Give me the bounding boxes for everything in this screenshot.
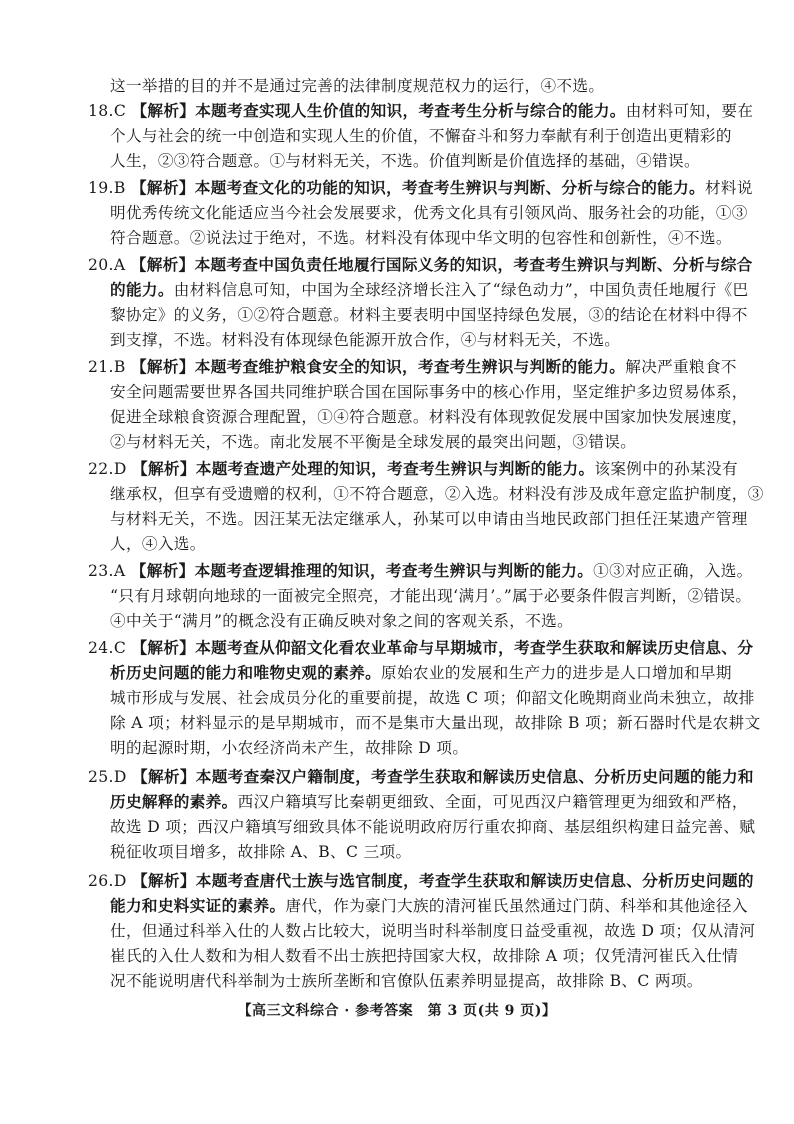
analysis-tag: 【解析】 (132, 767, 196, 786)
item-text: 材料说 (704, 179, 753, 197)
item-22-line: 与材料无关，不选。因汪某无法定继承人，孙某可以申请由当地民政部门担任汪某遗产管理 (110, 510, 748, 528)
item-text: 由材料可知，要在 (625, 102, 754, 120)
item-number: 19.B (88, 179, 126, 197)
item-22-line: 人，④入选。 (110, 535, 206, 553)
item-24-line: 城市形成与发展、社会成员分化的重要前提，故选 C 项；仰韶文化晚期商业尚未独立，故排 (110, 689, 755, 707)
item-heading: 本题考查实现人生价值的知识，考查考生分析与综合的能力。 (195, 101, 626, 120)
item-heading: 本题考查逻辑推理的知识，考查考生辨识与判断的能力。 (194, 561, 594, 580)
item-heading: 本题考查从仰韶文化看农业革命与早期城市，考查学生获取和解读历史信息、分 (195, 638, 754, 657)
item-18-first-line (88, 101, 753, 121)
item-heading: 历史解释的素养。 (110, 792, 238, 811)
item-26-line: 崔氏的入仕人数和为相人数看不出士族把持国家大权，故排除 A 项；仅凭清河崔氏入仕情 (110, 947, 739, 965)
item-heading: 本题考查秦汉户籍制度，考查学生获取和解读历史信息、分析历史问题的能力和 (195, 767, 754, 786)
item-23-line: “只有月球朝向地球的一面被完全照亮，才能出现‘满月’。”属于必要条件假言判断，②错误。 (110, 587, 752, 605)
item-text: 原始农业的发展和生产力的进步是人口增加和早期 (381, 664, 732, 682)
item-23-first-line (88, 561, 753, 581)
item-text: 唐代，作为豪门大族的清河崔氏虽然通过门荫、科举和其他途径入 (285, 897, 748, 915)
item-21-first-line (88, 357, 737, 377)
analysis-tag: 【解析】 (131, 638, 196, 657)
item-25-line: 故选 D 项；西汉户籍填写细致具体不能说明政府厉行重农抑商、基层组织构建日益完善、赋 (110, 818, 756, 836)
item-25-line (110, 792, 748, 812)
analysis-tag: 【解析】 (132, 871, 196, 890)
intro-line: 这一举措的目的并不是通过完善的法律制度规范权力的运行，④不选。 (110, 77, 605, 95)
item-heading: 本题考查文化的功能的知识，考查考生辨识与判断、分析与综合的能力。 (194, 178, 705, 197)
item-number: 24.C (88, 639, 127, 657)
item-18-line: 人生，②③符合题意。①与材料无关，不选。价值判断是价值选择的基础，④错误。 (110, 152, 700, 170)
item-heading: 本题考查中国负责任地履行国际义务的知识，考查考生辨识与判断、分析与综合 (194, 255, 753, 274)
item-23-line: ④中关于“满月”的概念没有正确反映对象之间的客观关系，不选。 (110, 612, 574, 630)
item-number: 21.B (88, 358, 126, 376)
item-text: 解决严重粮食不 (625, 358, 737, 376)
item-25-first-line (88, 767, 754, 787)
item-number: 20.A (88, 256, 126, 274)
analysis-tag: 【解析】 (132, 459, 196, 478)
item-26-line (110, 896, 748, 916)
item-24-line: 明的起源时期，小农经济尚未产生，故排除 D 项。 (110, 739, 469, 757)
item-21-line: 安全问题需要世界各国共同维护联合国在国际事务中的核心作用，坚定维护多边贸易体系， (110, 383, 748, 401)
item-number: 23.A (88, 562, 126, 580)
item-20-line: 黎协定》的义务，①②符合题意。材料主要表明中国坚持绿色发展，③的结论在材料中得不 (110, 306, 748, 324)
item-20-first-line (88, 255, 753, 275)
item-text: 西汉户籍填写比秦朝更细致、全面，可见西汉户籍管理更为细致和严格， (237, 793, 748, 811)
item-24-line: 除 A 项；材料显示的是早期城市，而不是集市大量出现，故排除 B 项；新石器时代是农耕文 (110, 714, 761, 732)
item-number: 18.C (88, 102, 127, 120)
item-24-first-line (88, 638, 753, 658)
item-heading: 本题考查维护粮食安全的知识，考查考生辨识与判断的能力。 (194, 357, 626, 376)
item-20-line (110, 280, 748, 300)
item-26-line: 况不能说明唐代科举制为士族所垄断和官僚队伍素养明显提高，故排除 B、C 两项。 (110, 972, 703, 990)
analysis-tag: 【解析】 (130, 561, 195, 580)
item-18-line: 个人与社会的统一中创造和实现人生的价值，不懈奋斗和努力奉献有利于创造出更精彩的 (110, 127, 732, 145)
item-20-line: 到支撑，不选。材料没有体现绿色能源开放合作，④与材料无关，不选。 (110, 331, 621, 349)
item-19-line: 符合题意。②说法过于绝对，不选。材料没有体现中华文明的包容性和创新性，④不选。 (110, 229, 732, 247)
item-21-line: 促进全球粮食资源合理配置，①④符合题意。材料没有体现敦促发展中国家加快发展速度， (110, 408, 748, 426)
item-26-line: 仕，但通过科举入仕的人数占比较大，说明当时科举制度日益受重视，故选 D 项；仅从清河 (110, 922, 756, 940)
item-24-line (110, 663, 732, 683)
item-21-line: ②与材料无关，不选。南北发展不平衡是全球发展的最突出问题，③错误。 (110, 433, 637, 451)
analysis-tag: 【解析】 (130, 357, 195, 376)
analysis-tag: 【解析】 (130, 255, 195, 274)
item-26-first-line (88, 871, 754, 891)
item-text: 由材料信息可知，中国为全球经济增长注入了“绿色动力”，中国负责任地履行《巴 (173, 281, 749, 299)
item-heading: 析历史问题的能力和唯物史观的素养。 (110, 663, 382, 682)
item-19-line: 明优秀传统文化能适应当今社会发展要求，优秀文化具有引领风尚、服务社会的功能，①③ (110, 204, 748, 222)
item-heading: 的能力。 (110, 280, 174, 299)
analysis-tag: 【解析】 (130, 178, 195, 197)
item-number: 22.D (88, 460, 127, 478)
page-footer: 【高三文科综合 · 参考答案 第 3 页(共 9 页)】 (237, 1003, 557, 1019)
item-text: 该案例中的孙某没有 (594, 460, 738, 478)
item-22-first-line (88, 459, 738, 479)
analysis-tag: 【解析】 (131, 101, 196, 120)
item-25-line: 税征收项目增多，故排除 A、B、C 三项。 (110, 843, 412, 861)
item-heading: 本题考查唐代士族与选官制度，考查学生获取和解读历史信息、分析历史问题的 (195, 871, 754, 890)
item-22-line: 继承权，但享有受遗赠的权利，①不符合题意，②入选。材料没有涉及成年意定监护制度，③ (110, 485, 764, 503)
item-heading: 本题考查遗产处理的知识，考查考生辨识与判断的能力。 (195, 459, 595, 478)
item-number: 25.D (88, 768, 127, 786)
item-number: 26.D (88, 872, 127, 890)
item-text: ①③对应正确，入选。 (593, 562, 753, 580)
item-19-first-line (88, 178, 753, 198)
item-heading: 能力和史料实证的素养。 (110, 896, 286, 915)
